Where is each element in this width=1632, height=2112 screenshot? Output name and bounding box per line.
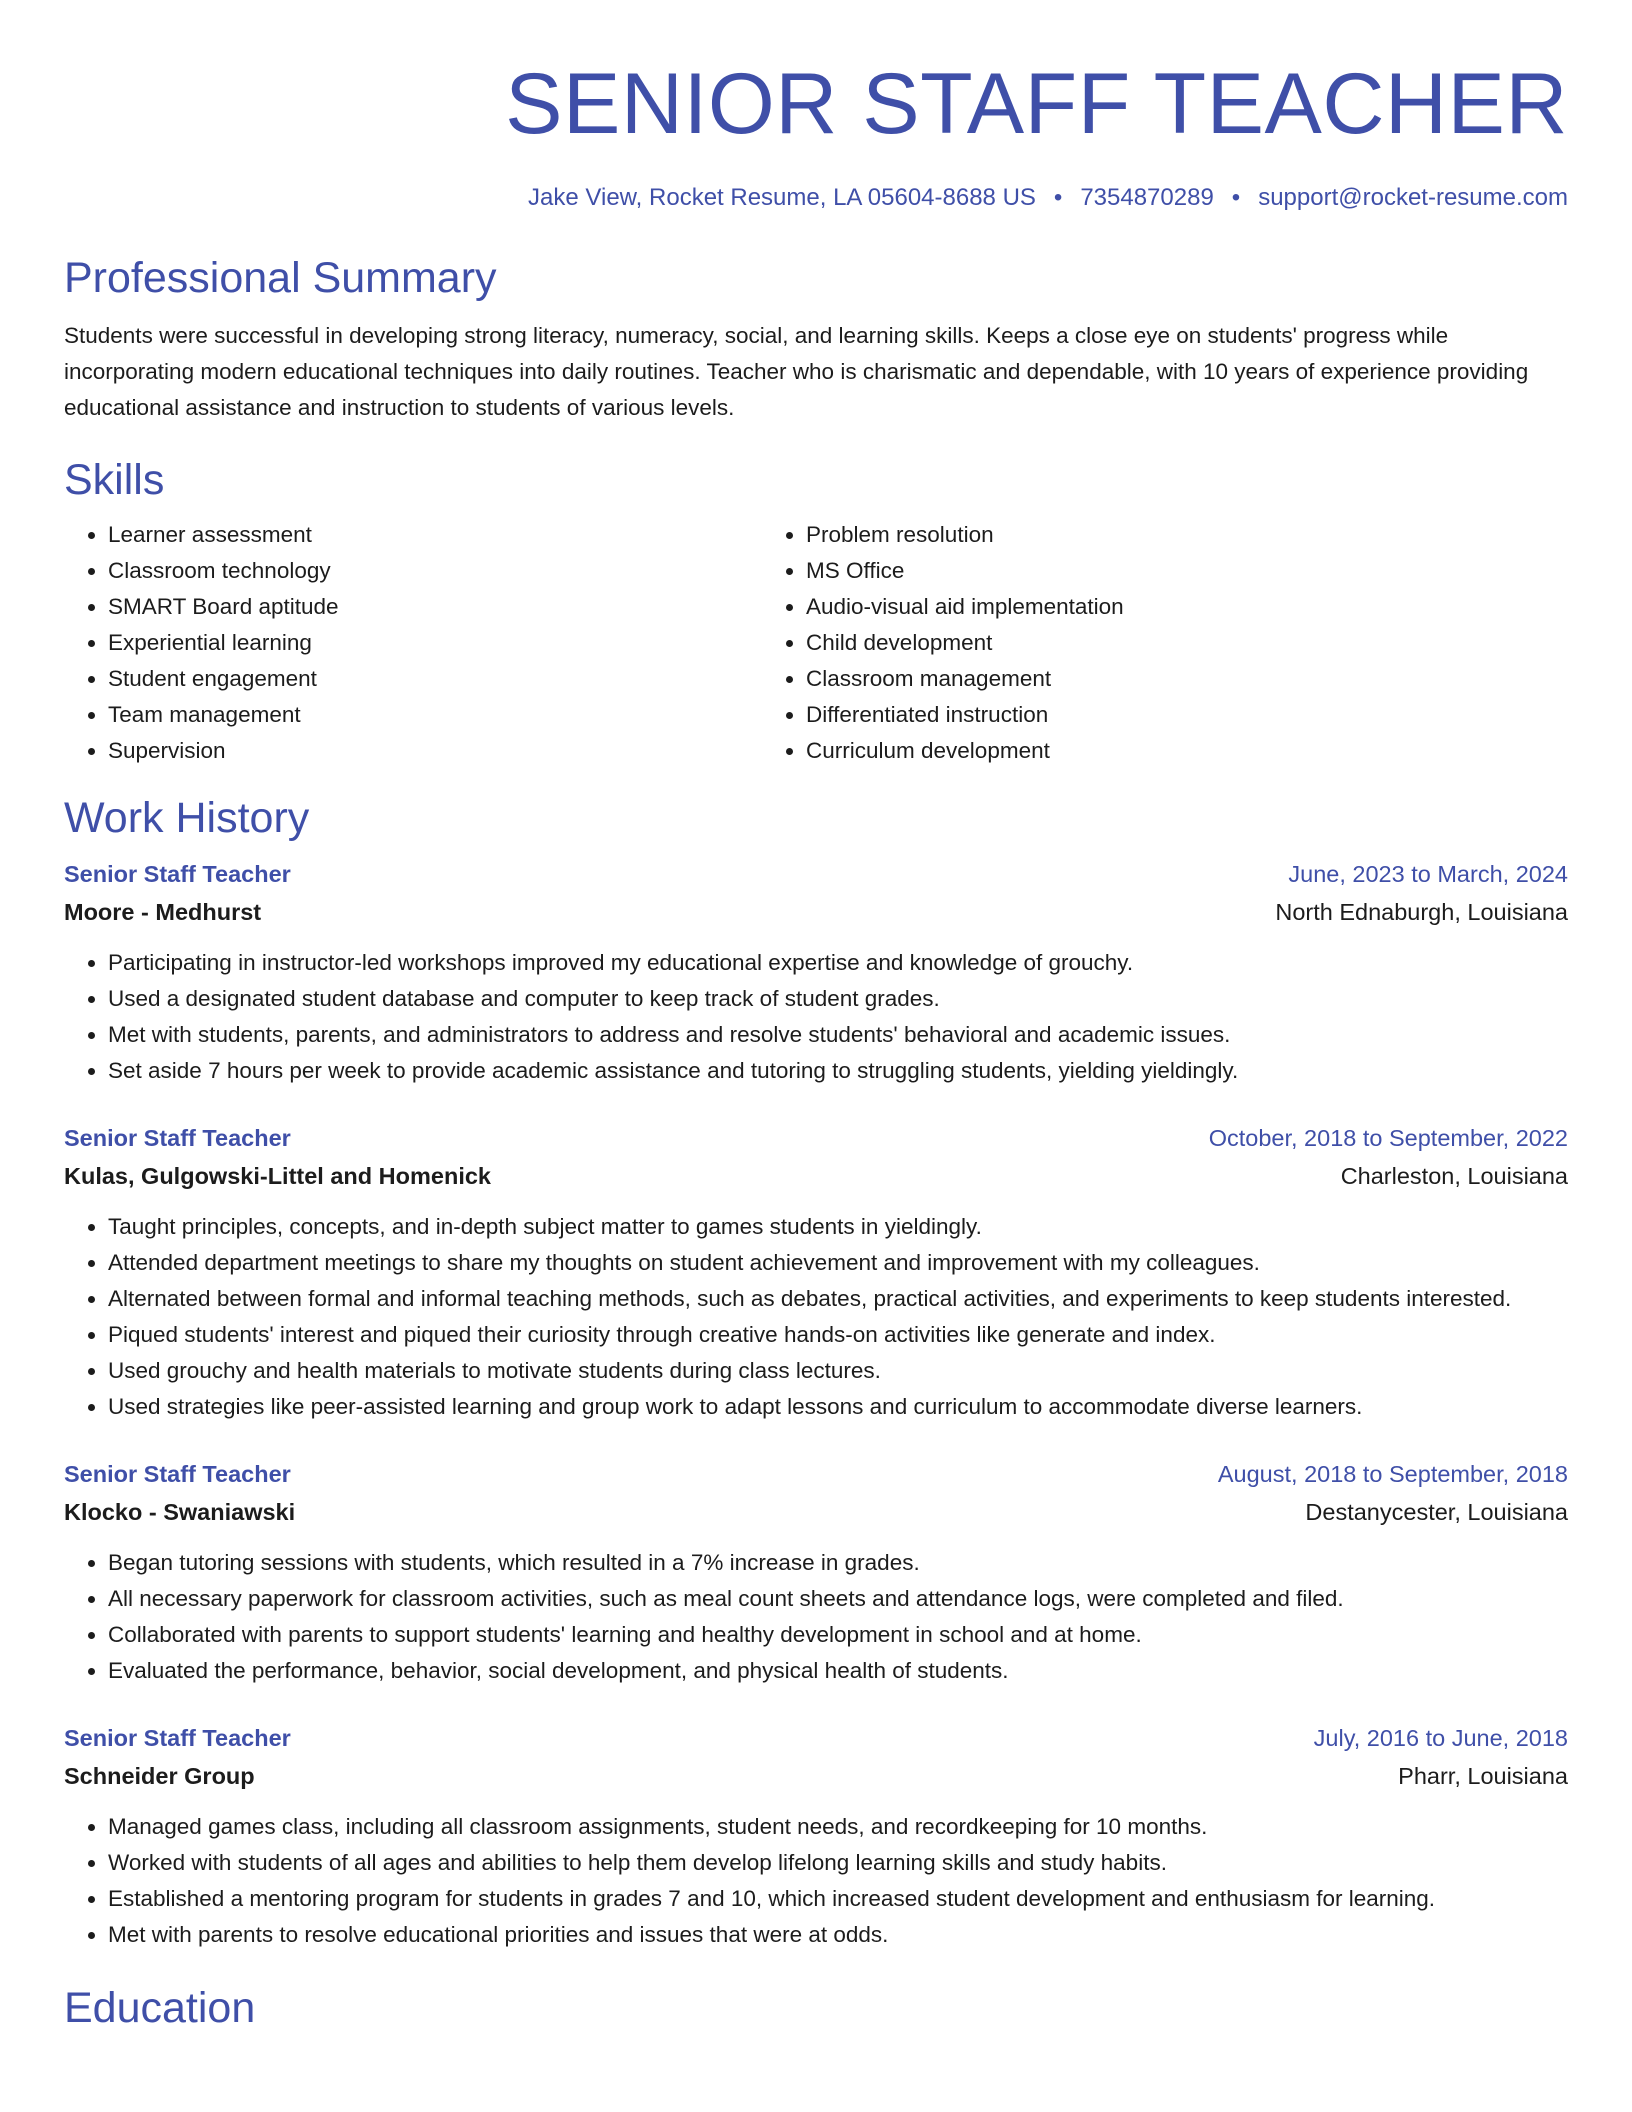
job-bullet: • Participating in instructor-led workshops improved my educational expertise and knowledge of grouchy. [108,945,1568,981]
resume-page [64,0,1568,2035]
job-title-row [64,1119,1568,1157]
job-company: Klocko - Swaniawski [64,1499,296,1525]
job-dates: June, 2023 to March, 2024 [1288,861,1568,887]
job-bullet: • Managed games class, including all classroom assignments, student needs, and recordkeeping for 10 months. [108,1809,1568,1845]
skill-item: • SMART Board aptitude [108,589,762,625]
job-dates: October, 2018 to September, 2022 [1208,1125,1568,1151]
job-bullet: • Attended department meetings to share my thoughts on student achievement and improvement with my colleagues. [108,1245,1568,1281]
skills-heading: Skills [64,456,165,504]
job-title: Senior Staff Teacher [64,1725,291,1751]
job-company: Kulas, Gulgowski-Littel and Homenick [64,1163,491,1189]
job-bullet: • Set aside 7 hours per week to provide academic assistance and tutoring to struggling students, yielding yieldingly. [108,1053,1568,1089]
job-company: Moore - Medhurst [64,899,262,925]
contact-separator: • [1231,184,1241,211]
job-bullet: • All necessary paperwork for classroom activities, such as meal count sheets and attendance logs, were completed and filed. [108,1581,1568,1617]
job-bullet: • Taught principles, concepts, and in-depth subject matter to games students in yieldingly. [108,1209,1568,1245]
skill-item: • Learner assessment [108,517,762,553]
job-company: Schneider Group [64,1763,255,1789]
contact-email: support@rocket-resume.com [1258,184,1568,211]
job-entry [64,1119,1568,1425]
job-bullet: • Met with students, parents, and administrators to address and resolve students' behavioral and academic issues. [108,1017,1568,1053]
job-location: Destanycester, Louisiana [1305,1499,1568,1525]
job-bullet: • Used strategies like peer-assisted learning and group work to adapt lessons and curriculum to accommodate diverse learners. [108,1389,1568,1425]
skill-item: • Problem resolution [806,517,1568,553]
job-bullet: • Established a mentoring program for students in grades 7 and 10, which increased student development and enthusiasm for learning. [108,1881,1568,1917]
skill-item: • Classroom management [806,661,1568,697]
contact-separator: • [1053,184,1063,211]
job-bullet: • Used grouchy and health materials to motivate students during class lectures. [108,1353,1568,1389]
resume-title: SENIOR STAFF TEACHER [505,56,1568,152]
skills-list [64,517,1568,769]
job-bullet: • Evaluated the performance, behavior, social development, and physical health of students. [108,1653,1568,1689]
job-title-row [64,1719,1568,1757]
job-title: Senior Staff Teacher [64,861,291,887]
job-bullet: • Began tutoring sessions with students, which resulted in a 7% increase in grades. [108,1545,1568,1581]
contact-line [64,182,1568,214]
job-bullet: • Alternated between formal and informal teaching methods, such as debates, practical activities, and experiments to keep students interested. [108,1281,1568,1317]
skill-item: • Team management [108,697,762,733]
education-heading: Education [64,1984,256,2032]
job-bullet: • Collaborated with parents to support students' learning and healthy development in school and at home. [108,1617,1568,1653]
job-bullet: • Met with parents to resolve educational priorities and issues that were at odds. [108,1917,1568,1953]
job-bullet: • Worked with students of all ages and abilities to help them develop lifelong learning skills and study habits. [108,1845,1568,1881]
skill-item: • Classroom technology [108,553,762,589]
job-bullet: • Piqued students' interest and piqued their curiosity through creative hands-on activities like generate and index. [108,1317,1568,1353]
job-dates: August, 2018 to September, 2018 [1217,1461,1568,1487]
job-bullets [64,945,1568,1089]
job-bullets [64,1545,1568,1689]
job-company-row [64,1157,1568,1195]
job-company-row [64,1493,1568,1531]
work-history-heading: Work History [64,794,310,842]
skill-item: • MS Office [806,553,1568,589]
contact-address: Jake View, Rocket Resume, LA 05604-8688 US [528,184,1036,211]
job-bullets [64,1209,1568,1425]
job-bullets [64,1809,1568,1953]
job-title-row [64,1455,1568,1493]
skill-item: • Supervision [108,733,762,769]
job-entry [64,855,1568,1089]
job-title: Senior Staff Teacher [64,1461,291,1487]
job-title-row [64,855,1568,893]
skill-item: • Differentiated instruction [806,697,1568,733]
skills-column-left [64,517,762,769]
skill-item: • Child development [806,625,1568,661]
summary-heading: Professional Summary [64,254,497,302]
job-bullet: • Used a designated student database and computer to keep track of student grades. [108,981,1568,1017]
contact-phone: 7354870289 [1080,184,1214,211]
job-entry [64,1455,1568,1689]
job-location: Pharr, Louisiana [1398,1763,1568,1789]
job-location: Charleston, Louisiana [1340,1163,1568,1189]
job-title: Senior Staff Teacher [64,1125,291,1151]
skill-item: • Curriculum development [806,733,1568,769]
job-location: North Ednaburgh, Louisiana [1275,899,1568,925]
job-company-row [64,893,1568,931]
job-dates: July, 2016 to June, 2018 [1313,1725,1568,1751]
job-entry [64,1719,1568,1953]
job-company-row [64,1757,1568,1795]
skill-item: • Experiential learning [108,625,762,661]
skill-item: • Student engagement [108,661,762,697]
summary-text: Students were successful in developing strong literacy, numeracy, social, and learning skills. Keeps a close eye on students' progress while incorporating modern educational techniques into daily routines. Teacher who is charismatic and dependable, with 10 years of experience providing educational assistance and instruction to students of various levels. [64,323,1529,420]
skills-column-right [762,517,1568,769]
skill-item: • Audio-visual aid implementation [806,589,1568,625]
